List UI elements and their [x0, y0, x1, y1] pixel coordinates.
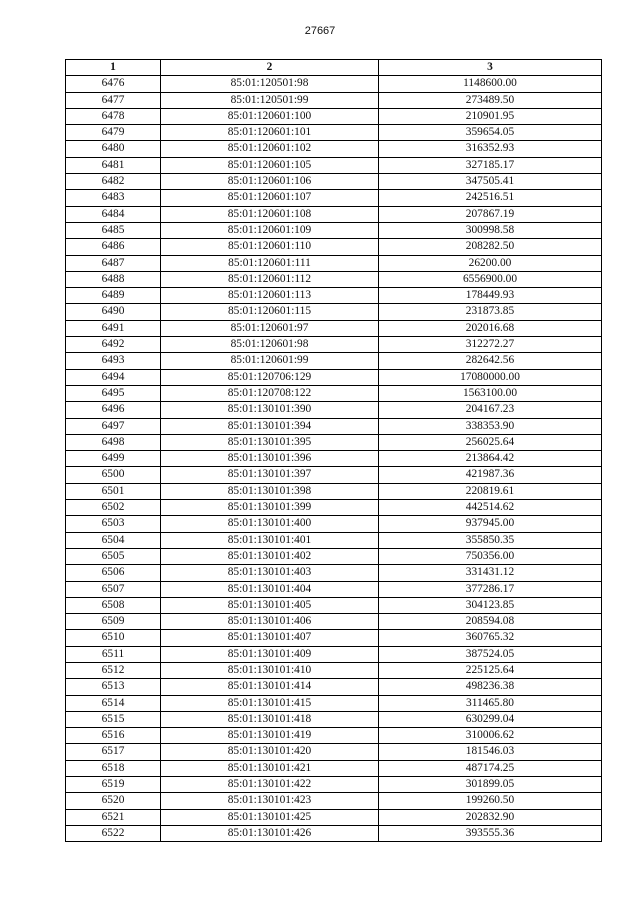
- cadastral-number-cell: 85:01:130101:418: [161, 711, 379, 727]
- row-number-cell: 6514: [66, 695, 161, 711]
- header-cell-col2: 2: [161, 60, 379, 76]
- cadastral-number-cell: 85:01:120601:111: [161, 255, 379, 271]
- table-row: [66, 369, 602, 385]
- cadastral-number-cell: 85:01:120601:106: [161, 174, 379, 190]
- value-cell: 387524.05: [379, 646, 602, 662]
- row-number-cell: 6498: [66, 434, 161, 450]
- table-row: [66, 532, 602, 548]
- cadastral-number-cell: 85:01:130101:403: [161, 565, 379, 581]
- table-row: [66, 451, 602, 467]
- table-row: [66, 385, 602, 401]
- value-cell: 231873.85: [379, 304, 602, 320]
- table-row: [66, 206, 602, 222]
- value-cell: 327185.17: [379, 157, 602, 173]
- table-row: [66, 418, 602, 434]
- row-number-cell: 6489: [66, 288, 161, 304]
- value-cell: 1148600.00: [379, 76, 602, 92]
- row-number-cell: 6497: [66, 418, 161, 434]
- value-cell: 393555.36: [379, 825, 602, 841]
- cadastral-number-cell: 85:01:130101:405: [161, 597, 379, 613]
- row-number-cell: 6504: [66, 532, 161, 548]
- value-cell: 331431.12: [379, 565, 602, 581]
- value-cell: 311465.80: [379, 695, 602, 711]
- row-number-cell: 6486: [66, 239, 161, 255]
- value-cell: 338353.90: [379, 418, 602, 434]
- row-number-cell: 6485: [66, 222, 161, 238]
- value-cell: 355850.35: [379, 532, 602, 548]
- cadastral-number-cell: 85:01:120601:112: [161, 271, 379, 287]
- value-cell: 421987.36: [379, 467, 602, 483]
- table-row: [66, 76, 602, 92]
- cadastral-number-cell: 85:01:130101:396: [161, 451, 379, 467]
- table-row: [66, 222, 602, 238]
- cadastral-number-cell: 85:01:120601:115: [161, 304, 379, 320]
- value-cell: 220819.61: [379, 483, 602, 499]
- row-number-cell: 6482: [66, 174, 161, 190]
- page-number: 27667: [304, 25, 336, 37]
- table-row: [66, 402, 602, 418]
- row-number-cell: 6476: [66, 76, 161, 92]
- row-number-cell: 6511: [66, 646, 161, 662]
- table-row: [66, 467, 602, 483]
- table-row: [66, 255, 602, 271]
- value-cell: 202832.90: [379, 809, 602, 825]
- row-number-cell: 6517: [66, 744, 161, 760]
- table-row: [66, 744, 602, 760]
- table-row: [66, 288, 602, 304]
- cadastral-number-cell: 85:01:120708:122: [161, 385, 379, 401]
- cadastral-number-cell: 85:01:120601:97: [161, 320, 379, 336]
- value-cell: 17080000.00: [379, 369, 602, 385]
- row-number-cell: 6479: [66, 125, 161, 141]
- row-number-cell: 6481: [66, 157, 161, 173]
- table-row: [66, 239, 602, 255]
- row-number-cell: 6520: [66, 793, 161, 809]
- table-row: [66, 125, 602, 141]
- table-body: [66, 76, 602, 842]
- table-row: [66, 337, 602, 353]
- value-cell: 282642.56: [379, 353, 602, 369]
- cadastral-number-cell: 85:01:130101:395: [161, 434, 379, 450]
- value-cell: 359654.05: [379, 125, 602, 141]
- cadastral-number-cell: 85:01:120601:113: [161, 288, 379, 304]
- data-table: [65, 59, 602, 842]
- row-number-cell: 6500: [66, 467, 161, 483]
- value-cell: 300998.58: [379, 222, 602, 238]
- value-cell: 312272.27: [379, 337, 602, 353]
- cadastral-number-cell: 85:01:130101:407: [161, 630, 379, 646]
- cadastral-number-cell: 85:01:130101:390: [161, 402, 379, 418]
- table-row: [66, 141, 602, 157]
- cadastral-number-cell: 85:01:130101:426: [161, 825, 379, 841]
- row-number-cell: 6508: [66, 597, 161, 613]
- header-row: [66, 60, 602, 76]
- header-cell-col3: 3: [379, 60, 602, 76]
- cadastral-number-cell: 85:01:130101:399: [161, 500, 379, 516]
- value-cell: 377286.17: [379, 581, 602, 597]
- table-row: [66, 809, 602, 825]
- row-number-cell: 6480: [66, 141, 161, 157]
- table-row: [66, 597, 602, 613]
- row-number-cell: 6503: [66, 516, 161, 532]
- table-row: [66, 565, 602, 581]
- value-cell: 442514.62: [379, 500, 602, 516]
- table-row: [66, 516, 602, 532]
- cadastral-number-cell: 85:01:130101:420: [161, 744, 379, 760]
- table-row: [66, 825, 602, 841]
- value-cell: 750356.00: [379, 548, 602, 564]
- row-number-cell: 6513: [66, 679, 161, 695]
- row-number-cell: 6516: [66, 728, 161, 744]
- cadastral-number-cell: 85:01:130101:404: [161, 581, 379, 597]
- value-cell: 347505.41: [379, 174, 602, 190]
- cadastral-number-cell: 85:01:120501:99: [161, 92, 379, 108]
- cadastral-number-cell: 85:01:130101:394: [161, 418, 379, 434]
- row-number-cell: 6521: [66, 809, 161, 825]
- cadastral-number-cell: 85:01:130101:406: [161, 614, 379, 630]
- value-cell: 207867.19: [379, 206, 602, 222]
- header-cell-col1: 1: [66, 60, 161, 76]
- row-number-cell: 6519: [66, 777, 161, 793]
- value-cell: 181546.03: [379, 744, 602, 760]
- cadastral-number-cell: 85:01:130101:414: [161, 679, 379, 695]
- table-row: [66, 174, 602, 190]
- table-row: [66, 630, 602, 646]
- row-number-cell: 6478: [66, 108, 161, 124]
- table-row: [66, 581, 602, 597]
- table-row: [66, 434, 602, 450]
- cadastral-number-cell: 85:01:130101:409: [161, 646, 379, 662]
- table-row: [66, 728, 602, 744]
- value-cell: 487174.25: [379, 760, 602, 776]
- row-number-cell: 6507: [66, 581, 161, 597]
- value-cell: 304123.85: [379, 597, 602, 613]
- row-number-cell: 6494: [66, 369, 161, 385]
- table-row: [66, 190, 602, 206]
- table-row: [66, 760, 602, 776]
- row-number-cell: 6518: [66, 760, 161, 776]
- value-cell: 1563100.00: [379, 385, 602, 401]
- table-row: [66, 92, 602, 108]
- cadastral-number-cell: 85:01:130101:397: [161, 467, 379, 483]
- row-number-cell: 6490: [66, 304, 161, 320]
- cadastral-number-cell: 85:01:130101:425: [161, 809, 379, 825]
- table-row: [66, 108, 602, 124]
- table-row: [66, 662, 602, 678]
- cadastral-number-cell: 85:01:120601:109: [161, 222, 379, 238]
- value-cell: 210901.95: [379, 108, 602, 124]
- row-number-cell: 6499: [66, 451, 161, 467]
- value-cell: 6556900.00: [379, 271, 602, 287]
- value-cell: 301899.05: [379, 777, 602, 793]
- row-number-cell: 6522: [66, 825, 161, 841]
- table-row: [66, 304, 602, 320]
- cadastral-number-cell: 85:01:130101:421: [161, 760, 379, 776]
- value-cell: 202016.68: [379, 320, 602, 336]
- cadastral-number-cell: 85:01:130101:415: [161, 695, 379, 711]
- cadastral-number-cell: 85:01:120706:129: [161, 369, 379, 385]
- cadastral-number-cell: 85:01:120601:99: [161, 353, 379, 369]
- row-number-cell: 6483: [66, 190, 161, 206]
- value-cell: 360765.32: [379, 630, 602, 646]
- cadastral-number-cell: 85:01:120601:101: [161, 125, 379, 141]
- value-cell: 316352.93: [379, 141, 602, 157]
- value-cell: 256025.64: [379, 434, 602, 450]
- table-row: [66, 271, 602, 287]
- value-cell: 310006.62: [379, 728, 602, 744]
- cadastral-number-cell: 85:01:120601:105: [161, 157, 379, 173]
- value-cell: 498236.38: [379, 679, 602, 695]
- table-row: [66, 614, 602, 630]
- row-number-cell: 6491: [66, 320, 161, 336]
- value-cell: 208282.50: [379, 239, 602, 255]
- cadastral-number-cell: 85:01:120501:98: [161, 76, 379, 92]
- table-row: [66, 483, 602, 499]
- value-cell: 242516.51: [379, 190, 602, 206]
- cadastral-number-cell: 85:01:120601:110: [161, 239, 379, 255]
- table-row: [66, 695, 602, 711]
- value-cell: 178449.93: [379, 288, 602, 304]
- row-number-cell: 6506: [66, 565, 161, 581]
- value-cell: 630299.04: [379, 711, 602, 727]
- cadastral-number-cell: 85:01:130101:402: [161, 548, 379, 564]
- cadastral-number-cell: 85:01:120601:100: [161, 108, 379, 124]
- table-row: [66, 548, 602, 564]
- cadastral-number-cell: 85:01:130101:398: [161, 483, 379, 499]
- value-cell: 213864.42: [379, 451, 602, 467]
- row-number-cell: 6496: [66, 402, 161, 418]
- row-number-cell: 6488: [66, 271, 161, 287]
- table-row: [66, 777, 602, 793]
- row-number-cell: 6502: [66, 500, 161, 516]
- row-number-cell: 6501: [66, 483, 161, 499]
- value-cell: 26200.00: [379, 255, 602, 271]
- row-number-cell: 6495: [66, 385, 161, 401]
- cadastral-number-cell: 85:01:130101:410: [161, 662, 379, 678]
- row-number-cell: 6477: [66, 92, 161, 108]
- table-row: [66, 157, 602, 173]
- cadastral-number-cell: 85:01:120601:108: [161, 206, 379, 222]
- value-cell: 204167.23: [379, 402, 602, 418]
- row-number-cell: 6510: [66, 630, 161, 646]
- row-number-cell: 6505: [66, 548, 161, 564]
- cadastral-number-cell: 85:01:130101:400: [161, 516, 379, 532]
- value-cell: 273489.50: [379, 92, 602, 108]
- table-row: [66, 793, 602, 809]
- row-number-cell: 6492: [66, 337, 161, 353]
- table-row: [66, 679, 602, 695]
- table-row: [66, 353, 602, 369]
- cadastral-number-cell: 85:01:120601:107: [161, 190, 379, 206]
- row-number-cell: 6509: [66, 614, 161, 630]
- value-cell: 225125.64: [379, 662, 602, 678]
- row-number-cell: 6493: [66, 353, 161, 369]
- table-row: [66, 711, 602, 727]
- cadastral-number-cell: 85:01:120601:102: [161, 141, 379, 157]
- table-row: [66, 320, 602, 336]
- cadastral-number-cell: 85:01:130101:423: [161, 793, 379, 809]
- value-cell: 937945.00: [379, 516, 602, 532]
- cadastral-number-cell: 85:01:130101:422: [161, 777, 379, 793]
- cadastral-number-cell: 85:01:120601:98: [161, 337, 379, 353]
- row-number-cell: 6484: [66, 206, 161, 222]
- row-number-cell: 6515: [66, 711, 161, 727]
- value-cell: 199260.50: [379, 793, 602, 809]
- table-row: [66, 500, 602, 516]
- row-number-cell: 6512: [66, 662, 161, 678]
- cadastral-number-cell: 85:01:130101:419: [161, 728, 379, 744]
- cadastral-number-cell: 85:01:130101:401: [161, 532, 379, 548]
- table-row: [66, 646, 602, 662]
- row-number-cell: 6487: [66, 255, 161, 271]
- value-cell: 208594.08: [379, 614, 602, 630]
